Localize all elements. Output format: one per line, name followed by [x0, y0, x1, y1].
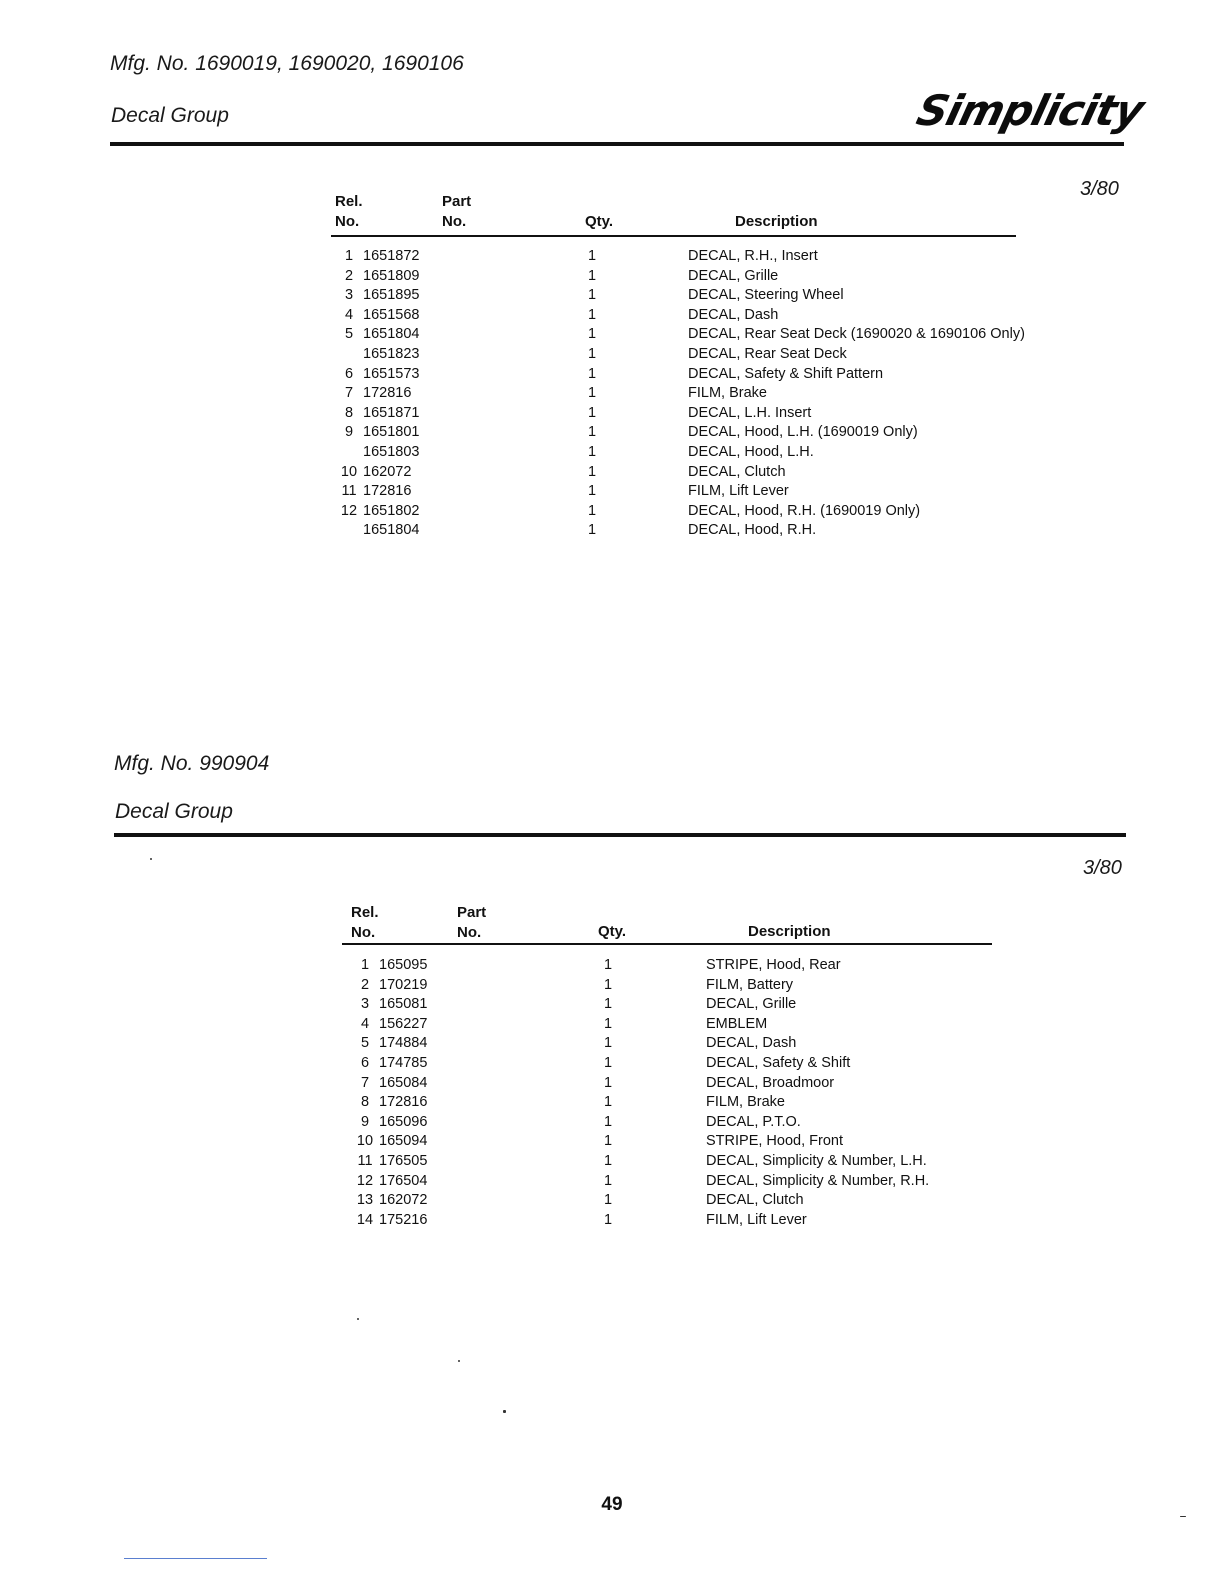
- revision-date-2: 3/80: [1083, 857, 1122, 879]
- rel-number: [335, 521, 363, 541]
- scan-speck: [458, 1360, 460, 1362]
- spacer: [442, 286, 588, 306]
- part-number: 1651802: [363, 502, 420, 519]
- table-row: [351, 1172, 929, 1192]
- rel-number: 2: [344, 267, 354, 284]
- table-row: [351, 956, 929, 976]
- quantity: 1: [588, 502, 597, 519]
- table-row: [335, 521, 1025, 541]
- description: DECAL, Dash: [706, 1035, 797, 1052]
- part-number: 174785: [379, 1054, 428, 1071]
- scan-speck: [150, 858, 152, 860]
- rel-number: 3: [360, 996, 370, 1013]
- rel-number: 12: [356, 1172, 374, 1189]
- rel-number: 1: [344, 248, 354, 264]
- spacer: [442, 325, 588, 345]
- part-number: 165094: [379, 1133, 428, 1150]
- quantity: 1: [588, 365, 597, 382]
- description: DECAL, Hood, R.H. (1690019 Only): [688, 502, 921, 519]
- quantity: 1: [604, 1152, 613, 1169]
- spacer: [458, 1015, 604, 1035]
- table-row: [351, 1132, 929, 1152]
- group-title-2: Decal Group: [115, 800, 233, 823]
- description: FILM, Lift Lever: [706, 1211, 807, 1228]
- table-row: [351, 1113, 929, 1133]
- spacer: [442, 267, 588, 287]
- part-number: 170219: [379, 976, 428, 993]
- table-row: [351, 1191, 929, 1211]
- table-row: [335, 247, 1025, 267]
- description: DECAL, L.H. Insert: [688, 404, 812, 421]
- part-number: 1651871: [363, 404, 420, 421]
- quantity: 1: [588, 287, 597, 304]
- table-row: [335, 325, 1025, 345]
- description: DECAL, Hood, L.H.: [688, 443, 814, 460]
- mfg-number-1: Mfg. No. 1690019, 1690020, 1690106: [110, 52, 464, 75]
- spacer: [458, 1034, 604, 1054]
- rel-number: 8: [360, 1094, 370, 1111]
- spacer: [458, 1074, 604, 1094]
- description: DECAL, Hood, R.H.: [688, 522, 817, 539]
- spacer: [458, 1054, 604, 1074]
- part-number: 176504: [379, 1172, 428, 1189]
- quantity: 1: [588, 326, 597, 343]
- part-number: 156227: [379, 1015, 428, 1032]
- rel-number: 6: [360, 1054, 370, 1071]
- rel-number: 4: [344, 306, 354, 323]
- rel-number: 11: [341, 483, 357, 500]
- description: DECAL, Broadmoor: [706, 1074, 835, 1091]
- rel-number: 10: [356, 1133, 374, 1150]
- table-row: [335, 286, 1025, 306]
- table-row: [351, 1152, 929, 1172]
- description: DECAL, Rear Seat Deck: [688, 345, 847, 362]
- spacer: [458, 1172, 604, 1192]
- scan-speck: [357, 1318, 359, 1320]
- rel-number: 11: [357, 1152, 373, 1169]
- part-number: 1651804: [363, 522, 420, 539]
- description: FILM, Brake: [688, 385, 767, 402]
- table-row: [351, 995, 929, 1015]
- quantity: 1: [588, 267, 597, 284]
- part-number: 1651801: [363, 424, 420, 441]
- spacer: [458, 1132, 604, 1152]
- part-number: 165081: [379, 996, 428, 1013]
- part-number: 1651895: [363, 287, 420, 304]
- header-rule-1: [110, 142, 1124, 146]
- col-header-rel-1: Rel. No.: [335, 193, 363, 230]
- spacer: [442, 384, 588, 404]
- parts-table-1: [335, 247, 1025, 541]
- spacer: [442, 443, 588, 463]
- parts-table-2: [351, 956, 929, 1230]
- description: DECAL, Simplicity & Number, R.H.: [706, 1172, 930, 1189]
- description: DECAL, Grille: [688, 267, 779, 284]
- rel-number: 7: [360, 1074, 370, 1091]
- rel-number: [335, 345, 363, 365]
- table-row: [351, 1034, 929, 1054]
- description: DECAL, Grille: [706, 996, 797, 1013]
- rel-number: 2: [360, 976, 370, 993]
- quantity: 1: [604, 1211, 613, 1228]
- part-number: 176505: [379, 1152, 428, 1169]
- rel-number: 3: [344, 287, 354, 304]
- spacer: [458, 1191, 604, 1211]
- col-header-description-2: Description: [748, 923, 831, 940]
- quantity: 1: [588, 385, 597, 402]
- spacer: [442, 521, 588, 541]
- table-header-rule-2: [342, 943, 992, 945]
- quantity: 1: [604, 1172, 613, 1189]
- quantity: 1: [588, 424, 597, 441]
- spacer: [442, 502, 588, 522]
- description: STRIPE, Hood, Rear: [706, 957, 841, 973]
- description: EMBLEM: [706, 1015, 768, 1032]
- col-header-description-1: Description: [735, 213, 818, 230]
- quantity: 1: [604, 1113, 613, 1130]
- table-row: [335, 384, 1025, 404]
- description: FILM, Brake: [706, 1094, 785, 1111]
- part-number: 1651803: [363, 443, 420, 460]
- quantity: 1: [588, 522, 597, 539]
- part-number: 1651823: [363, 345, 420, 362]
- description: FILM, Battery: [706, 976, 794, 993]
- quantity: 1: [604, 1094, 613, 1111]
- part-number: 1651804: [363, 326, 420, 343]
- quantity: 1: [604, 1054, 613, 1071]
- table-row: [335, 306, 1025, 326]
- table-row: [351, 1054, 929, 1074]
- table-row: [335, 365, 1025, 385]
- col-header-part-2: Part No.: [457, 904, 487, 941]
- part-number: 174884: [379, 1035, 428, 1052]
- description: DECAL, Hood, L.H. (1690019 Only): [688, 424, 918, 441]
- description: STRIPE, Hood, Front: [706, 1133, 843, 1150]
- rel-number: 1: [360, 957, 370, 973]
- description: DECAL, Steering Wheel: [688, 287, 844, 304]
- table-row: [335, 404, 1025, 424]
- quantity: 1: [604, 976, 613, 993]
- quantity: 1: [604, 1074, 613, 1091]
- table-row: [335, 482, 1025, 502]
- table-row: [335, 267, 1025, 287]
- part-number: 172816: [363, 385, 412, 402]
- quantity: 1: [604, 1192, 613, 1209]
- description: FILM, Lift Lever: [688, 483, 789, 500]
- part-number: 162072: [363, 463, 412, 480]
- spacer: [442, 423, 588, 443]
- quantity: 1: [604, 1035, 613, 1052]
- part-number: 165084: [379, 1074, 428, 1091]
- description: DECAL, P.T.O.: [706, 1113, 801, 1130]
- spacer: [442, 345, 588, 365]
- table-row: [335, 423, 1025, 443]
- description: DECAL, Clutch: [706, 1192, 804, 1209]
- spacer: [458, 1211, 604, 1231]
- part-number: 165096: [379, 1113, 428, 1130]
- rel-number: 10: [340, 463, 358, 480]
- part-number: 175216: [379, 1211, 428, 1228]
- spacer: [442, 306, 588, 326]
- page-number: 49: [601, 1494, 623, 1515]
- table-row: [351, 1093, 929, 1113]
- description: DECAL, Simplicity & Number, L.H.: [706, 1152, 927, 1169]
- quantity: 1: [588, 345, 597, 362]
- rel-number: 9: [344, 424, 354, 441]
- part-number: 1651809: [363, 267, 420, 284]
- spacer: [458, 1093, 604, 1113]
- description: DECAL, Safety & Shift: [706, 1054, 851, 1071]
- col-header-qty-2: Qty.: [598, 923, 627, 940]
- spacer: [458, 995, 604, 1015]
- quantity: 1: [588, 248, 597, 264]
- table-row: [351, 1074, 929, 1094]
- description: DECAL, Dash: [688, 306, 779, 323]
- rel-number: 5: [360, 1035, 370, 1052]
- col-header-qty-1: Qty.: [585, 213, 614, 230]
- quantity: 1: [604, 957, 613, 973]
- table-header-rule-1: [331, 235, 1016, 237]
- spacer: [458, 1152, 604, 1172]
- description: DECAL, Rear Seat Deck (1690020 & 1690106 Only): [688, 326, 1025, 343]
- spacer: [442, 247, 588, 267]
- header-rule-2: [114, 833, 1126, 837]
- spacer: [442, 482, 588, 502]
- description: DECAL, R.H., Insert: [688, 248, 818, 264]
- part-number: 162072: [379, 1192, 428, 1209]
- part-number: 1651573: [363, 365, 420, 382]
- quantity: 1: [588, 483, 597, 500]
- rel-number: 12: [340, 502, 358, 519]
- description: DECAL, Safety & Shift Pattern: [688, 365, 884, 382]
- mfg-number-2: Mfg. No. 990904: [114, 752, 270, 775]
- table-row: [335, 463, 1025, 483]
- rel-number: 8: [344, 404, 354, 421]
- rel-number: 6: [344, 365, 354, 382]
- description: DECAL, Clutch: [688, 463, 786, 480]
- scan-speck: [503, 1410, 506, 1413]
- rel-number: 13: [356, 1192, 374, 1209]
- quantity: 1: [588, 404, 597, 421]
- part-number: 172816: [363, 483, 412, 500]
- simplicity-logo: Simplicity: [912, 86, 1149, 135]
- quantity: 1: [588, 443, 597, 460]
- rel-number: [335, 443, 363, 463]
- quantity: 1: [588, 306, 597, 323]
- rel-number: 7: [344, 385, 354, 402]
- spacer: [442, 463, 588, 483]
- quantity: 1: [604, 996, 613, 1013]
- quantity: 1: [604, 1015, 613, 1032]
- rel-number: 4: [360, 1015, 370, 1032]
- quantity: 1: [604, 1133, 613, 1150]
- col-header-rel-2: Rel. No.: [351, 904, 379, 941]
- quantity: 1: [588, 463, 597, 480]
- spacer: [458, 976, 604, 996]
- spacer: [442, 404, 588, 424]
- table-row: [335, 345, 1025, 365]
- revision-date-1: 3/80: [1080, 178, 1119, 200]
- table-row: [351, 1015, 929, 1035]
- part-number: 172816: [379, 1094, 428, 1111]
- part-number: 165095: [379, 957, 428, 973]
- part-number: 1651872: [363, 248, 420, 264]
- col-header-part-1: Part No.: [442, 193, 472, 230]
- part-number: 1651568: [363, 306, 420, 323]
- rel-number: 9: [360, 1113, 370, 1130]
- footer-line: [124, 1558, 267, 1559]
- group-title-1: Decal Group: [111, 104, 229, 127]
- spacer: [458, 1113, 604, 1133]
- rel-number: 5: [344, 326, 354, 343]
- table-row: [351, 1211, 929, 1231]
- rel-number: 14: [356, 1211, 374, 1228]
- table-row: [335, 502, 1025, 522]
- spacer: [442, 365, 588, 385]
- table-row: [335, 443, 1025, 463]
- spacer: [458, 956, 604, 976]
- scan-speck: [1180, 1516, 1186, 1517]
- table-row: [351, 976, 929, 996]
